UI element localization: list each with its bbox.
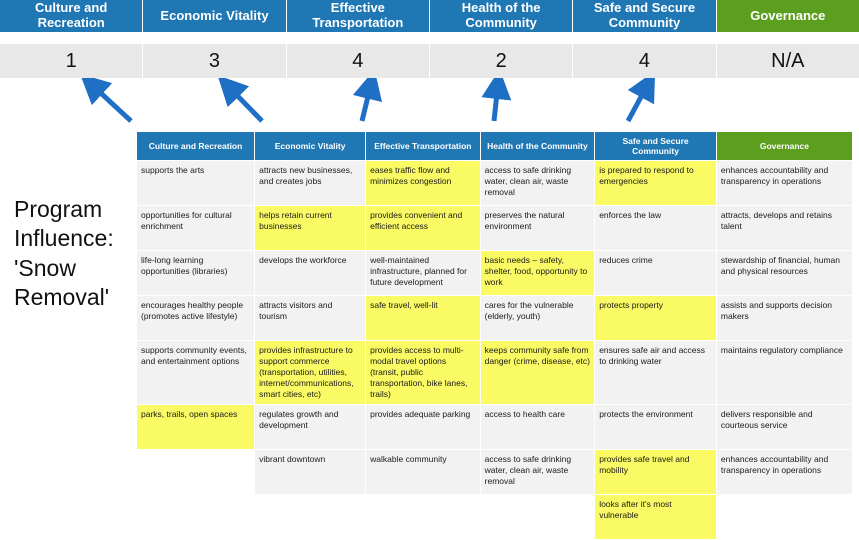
matrix-cell: vibrant downtown — [255, 449, 366, 494]
matrix-cell: assists and supports decision makers — [716, 296, 852, 341]
matrix-cell: cares for the vulnerable (elderly, youth) — [480, 296, 595, 341]
arrow-to-culture-and-recreation — [91, 84, 131, 121]
matrix-cell: access to safe drinking water, clean air, waste removal — [480, 161, 595, 206]
score-row — [0, 44, 859, 78]
header-effective-transportation — [287, 0, 430, 32]
matrix-header-safe-and-secure-community: Safe and Secure Community — [595, 132, 717, 161]
matrix-cell-empty — [480, 494, 595, 539]
matrix-header-health-of-the-community: Health of the Community — [480, 132, 595, 161]
matrix-cell: encourages healthy people (promotes active lifestyle) — [137, 296, 255, 341]
header-governance — [717, 0, 859, 32]
arrow-group — [0, 78, 859, 130]
score-culture-and-recreation: 1 — [0, 44, 143, 78]
score-effective-transportation: 4 — [287, 44, 430, 78]
matrix-cell: preserves the natural environment — [480, 206, 595, 251]
matrix-cell: is prepared to respond to emergencies — [595, 161, 717, 206]
arrow-to-effective-transportation — [362, 84, 371, 121]
strategic-priorities-header — [0, 0, 859, 32]
matrix-cell: opportunities for cultural enrichment — [137, 206, 255, 251]
matrix-header-effective-transportation: Effective Transportation — [366, 132, 481, 161]
matrix-cell: safe travel, well-lit — [366, 296, 481, 341]
arrow-to-health-of-the-community — [494, 84, 498, 121]
header-label: Governance — [750, 7, 826, 23]
matrix-cell: helps retain current businesses — [255, 206, 366, 251]
matrix-cell: ensures safe air and access to drinking water — [595, 341, 717, 404]
matrix-cell: provides convenient and efficient access — [366, 206, 481, 251]
matrix-cell: looks after it's most vulnerable — [595, 494, 717, 539]
matrix-cell: protects property — [595, 296, 717, 341]
matrix-cell: life-long learning opportunities (libraries) — [137, 251, 255, 296]
matrix-cell: attracts visitors and tourism — [255, 296, 366, 341]
header-safe-and-secure-community — [573, 0, 716, 32]
matrix-cell-empty — [137, 449, 255, 494]
matrix-header-economic-vitality: Economic Vitality — [255, 132, 366, 161]
matrix-cell: develops the workforce — [255, 251, 366, 296]
score-health-of-the-community: 2 — [430, 44, 573, 78]
matrix-cell: protects the environment — [595, 404, 717, 449]
table-row — [137, 161, 853, 206]
header-label: Health of the Community — [461, 0, 541, 30]
matrix-header-row — [137, 132, 853, 161]
header-label: Culture and Recreation — [35, 0, 108, 30]
matrix-cell: eases traffic flow and minimizes congestion — [366, 161, 481, 206]
matrix-cell: stewardship of financial, human and physical resources — [716, 251, 852, 296]
score-governance: N/A — [717, 44, 859, 78]
header-label: Economic Vitality — [160, 7, 269, 23]
matrix-cell: supports community events, and entertainment options — [137, 341, 255, 404]
matrix-cell: basic needs – safety, shelter, food, opportunity to work — [480, 251, 595, 296]
header-label: Safe and Secure Community — [593, 0, 696, 30]
matrix-header-culture-and-recreation: Culture and Recreation — [137, 132, 255, 161]
matrix-cell: enforces the law — [595, 206, 717, 251]
matrix-cell: provides access to multi-modal travel options (transit, public transportation, bike lanes, trails) — [366, 341, 481, 404]
matrix-cell: regulates growth and development — [255, 404, 366, 449]
matrix-cell: keeps community safe from danger (crime, disease, etc) — [480, 341, 595, 404]
matrix-cell: enhances accountability and transparency in operations — [716, 449, 852, 494]
table-row — [137, 251, 853, 296]
table-row — [137, 449, 853, 494]
matrix-cell: attracts new businesses, and creates jobs — [255, 161, 366, 206]
matrix-cell: access to health care — [480, 404, 595, 449]
matrix-cell-empty — [366, 494, 481, 539]
header-economic-vitality — [143, 0, 286, 32]
matrix-cell: well-maintained infrastructure, planned for future development — [366, 251, 481, 296]
table-row — [137, 404, 853, 449]
matrix-cell: delivers responsible and courteous service — [716, 404, 852, 449]
outcomes-matrix — [136, 131, 853, 540]
matrix-header-governance: Governance — [716, 132, 852, 161]
matrix-cell: access to safe drinking water, clean air, waste removal — [480, 449, 595, 494]
matrix-cell: attracts, develops and retains talent — [716, 206, 852, 251]
matrix-cell: reduces crime — [595, 251, 717, 296]
table-row — [137, 341, 853, 404]
matrix-cell: walkable community — [366, 449, 481, 494]
matrix-cell: provides adequate parking — [366, 404, 481, 449]
matrix-cell: enhances accountability and transparency in operations — [716, 161, 852, 206]
matrix-cell-empty — [137, 494, 255, 539]
header-health-of-the-community — [430, 0, 573, 32]
score-safe-and-secure-community: 4 — [573, 44, 716, 78]
score-economic-vitality: 3 — [143, 44, 286, 78]
program-influence-caption: Program Influence: 'Snow Removal' — [14, 196, 114, 311]
matrix-cell: maintains regulatory compliance — [716, 341, 852, 404]
table-row — [137, 206, 853, 251]
table-row — [137, 494, 853, 539]
arrow-to-safe-and-secure-community — [628, 84, 648, 121]
header-culture-and-recreation — [0, 0, 143, 32]
matrix-cell-empty — [716, 494, 852, 539]
matrix-cell-empty — [255, 494, 366, 539]
arrow-to-economic-vitality — [228, 86, 262, 121]
table-row — [137, 296, 853, 341]
matrix-cell: parks, trails, open spaces — [137, 404, 255, 449]
matrix-cell: provides infrastructure to support commerce (transportation, utilities, internet/communications, smart cities, etc) — [255, 341, 366, 404]
matrix-cell: supports the arts — [137, 161, 255, 206]
header-label: Effective Transportation — [312, 0, 404, 30]
matrix-cell: provides safe travel and mobility — [595, 449, 717, 494]
